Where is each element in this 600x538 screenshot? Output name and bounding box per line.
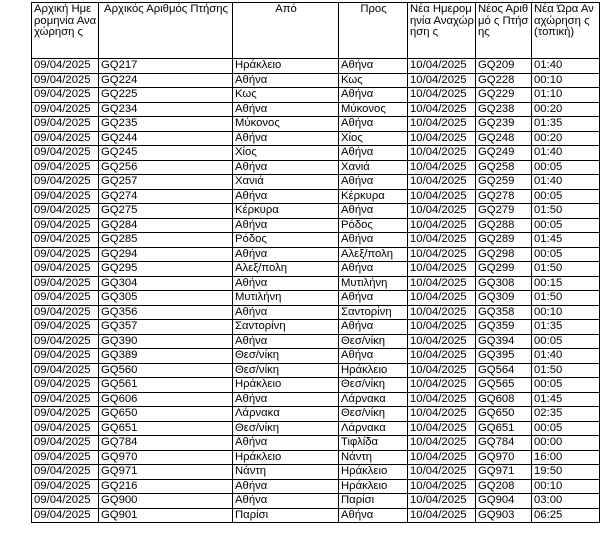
table-row: [32, 204, 600, 219]
original-flight-cell: GQ650: [99, 407, 233, 422]
new-time-cell: 01:45: [532, 392, 600, 407]
new-date-cell: 10/04/2025: [408, 131, 476, 146]
new-flight-cell: GQ970: [476, 450, 532, 465]
new-time-cell: 00:20: [532, 131, 600, 146]
original-date-cell: 09/04/2025: [32, 479, 99, 494]
new-date-cell: 10/04/2025: [408, 436, 476, 451]
table-row: [32, 73, 600, 88]
original-flight-cell: GQ257: [99, 175, 233, 190]
new-date-cell: 10/04/2025: [408, 334, 476, 349]
original-flight-cell: GQ244: [99, 131, 233, 146]
table-row: [32, 218, 600, 233]
to-cell: Αθήνα: [339, 146, 408, 161]
header-new-flight-number: Νέος Αριθμό ς Πτήσης: [476, 3, 532, 59]
original-flight-cell: GQ235: [99, 117, 233, 132]
new-date-cell: 10/04/2025: [408, 291, 476, 306]
new-flight-cell: GQ238: [476, 102, 532, 117]
from-cell: Χανιά: [233, 175, 339, 190]
new-time-cell: 00:05: [532, 334, 600, 349]
new-time-cell: 01:40: [532, 146, 600, 161]
to-cell: Αθήνα: [339, 508, 408, 523]
new-time-cell: 03:00: [532, 494, 600, 509]
original-flight-cell: GQ971: [99, 465, 233, 480]
new-date-cell: 10/04/2025: [408, 407, 476, 422]
new-flight-cell: GQ298: [476, 247, 532, 262]
original-date-cell: 09/04/2025: [32, 59, 99, 74]
table-row: [32, 276, 600, 291]
new-flight-cell: GQ239: [476, 117, 532, 132]
to-cell: Ρόδος: [339, 218, 408, 233]
original-flight-cell: GQ217: [99, 59, 233, 74]
table-row: [32, 88, 600, 103]
header-from: Από: [233, 3, 339, 59]
original-flight-cell: GQ651: [99, 421, 233, 436]
original-date-cell: 09/04/2025: [32, 421, 99, 436]
to-cell: Αθήνα: [339, 233, 408, 248]
original-date-cell: 09/04/2025: [32, 305, 99, 320]
original-flight-cell: GQ561: [99, 378, 233, 393]
new-flight-cell: GQ650: [476, 407, 532, 422]
new-time-cell: 00:20: [532, 102, 600, 117]
table-row: [32, 436, 600, 451]
table-row: [32, 262, 600, 277]
from-cell: Αθήνα: [233, 436, 339, 451]
new-date-cell: 10/04/2025: [408, 392, 476, 407]
to-cell: Λάρνακα: [339, 421, 408, 436]
to-cell: Τιφλίδα: [339, 436, 408, 451]
new-time-cell: 01:40: [532, 175, 600, 190]
original-flight-cell: GQ284: [99, 218, 233, 233]
new-time-cell: 19:50: [532, 465, 600, 480]
new-date-cell: 10/04/2025: [408, 305, 476, 320]
original-date-cell: 09/04/2025: [32, 73, 99, 88]
from-cell: Μύκονος: [233, 117, 339, 132]
table-row: [32, 117, 600, 132]
from-cell: Χίος: [233, 146, 339, 161]
from-cell: Παρίσι: [233, 508, 339, 523]
from-cell: Αθήνα: [233, 479, 339, 494]
header-original-date: Αρχική Ημερομηνία Αναχώρηση ς: [32, 3, 99, 59]
to-cell: Ηράκλειο: [339, 465, 408, 480]
new-flight-cell: GQ651: [476, 421, 532, 436]
from-cell: Αθήνα: [233, 392, 339, 407]
new-date-cell: 10/04/2025: [408, 102, 476, 117]
new-date-cell: 10/04/2025: [408, 189, 476, 204]
original-flight-cell: GQ901: [99, 508, 233, 523]
new-date-cell: 10/04/2025: [408, 450, 476, 465]
original-date-cell: 09/04/2025: [32, 291, 99, 306]
original-date-cell: 09/04/2025: [32, 378, 99, 393]
to-cell: Αθήνα: [339, 320, 408, 335]
new-time-cell: 00:10: [532, 73, 600, 88]
original-date-cell: 09/04/2025: [32, 276, 99, 291]
table-row: [32, 247, 600, 262]
from-cell: Αθήνα: [233, 160, 339, 175]
table-row: [32, 189, 600, 204]
new-flight-cell: GQ309: [476, 291, 532, 306]
from-cell: Αθήνα: [233, 218, 339, 233]
from-cell: Αθήνα: [233, 494, 339, 509]
new-flight-cell: GQ394: [476, 334, 532, 349]
new-date-cell: 10/04/2025: [408, 465, 476, 480]
original-flight-cell: GQ295: [99, 262, 233, 277]
new-flight-cell: GQ359: [476, 320, 532, 335]
original-flight-cell: GQ970: [99, 450, 233, 465]
original-flight-cell: GQ256: [99, 160, 233, 175]
original-date-cell: 09/04/2025: [32, 508, 99, 523]
new-flight-cell: GQ228: [476, 73, 532, 88]
original-flight-cell: GQ357: [99, 320, 233, 335]
new-time-cell: 01:50: [532, 363, 600, 378]
from-cell: Αθήνα: [233, 247, 339, 262]
original-flight-cell: GQ304: [99, 276, 233, 291]
new-flight-cell: GQ229: [476, 88, 532, 103]
from-cell: Αθήνα: [233, 189, 339, 204]
original-date-cell: 09/04/2025: [32, 233, 99, 248]
table-row: [32, 131, 600, 146]
table-row: [32, 465, 600, 480]
original-date-cell: 09/04/2025: [32, 262, 99, 277]
table-row: [32, 407, 600, 422]
new-time-cell: 00:10: [532, 479, 600, 494]
new-time-cell: 01:40: [532, 349, 600, 364]
original-date-cell: 09/04/2025: [32, 436, 99, 451]
new-flight-cell: GQ258: [476, 160, 532, 175]
original-flight-cell: GQ245: [99, 146, 233, 161]
new-flight-cell: GQ288: [476, 218, 532, 233]
new-date-cell: 10/04/2025: [408, 160, 476, 175]
to-cell: Αθήνα: [339, 88, 408, 103]
from-cell: Ηράκλειο: [233, 378, 339, 393]
from-cell: Αθήνα: [233, 276, 339, 291]
original-flight-cell: GQ784: [99, 436, 233, 451]
new-time-cell: 01:40: [532, 59, 600, 74]
new-date-cell: 10/04/2025: [408, 204, 476, 219]
table-row: [32, 59, 600, 74]
from-cell: Θεσ/νίκη: [233, 421, 339, 436]
original-date-cell: 09/04/2025: [32, 334, 99, 349]
original-date-cell: 09/04/2025: [32, 407, 99, 422]
to-cell: Αλεξ/πολη: [339, 247, 408, 262]
original-date-cell: 09/04/2025: [32, 131, 99, 146]
table-row: [32, 378, 600, 393]
new-date-cell: 10/04/2025: [408, 320, 476, 335]
new-flight-cell: GQ903: [476, 508, 532, 523]
original-flight-cell: GQ275: [99, 204, 233, 219]
original-date-cell: 09/04/2025: [32, 160, 99, 175]
new-flight-cell: GQ209: [476, 59, 532, 74]
to-cell: Αθήνα: [339, 59, 408, 74]
to-cell: Σαντορίνη: [339, 305, 408, 320]
table-row: [32, 305, 600, 320]
new-date-cell: 10/04/2025: [408, 233, 476, 248]
to-cell: Χίος: [339, 131, 408, 146]
header-original-flight-number: Αρχικός Αριθμός Πτήσης: [99, 3, 233, 59]
new-time-cell: 00:05: [532, 189, 600, 204]
to-cell: Θεσ/νίκη: [339, 378, 408, 393]
new-flight-cell: GQ308: [476, 276, 532, 291]
from-cell: Θεσ/νίκη: [233, 363, 339, 378]
new-time-cell: 00:05: [532, 218, 600, 233]
new-time-cell: 02:35: [532, 407, 600, 422]
from-cell: Σαντορίνη: [233, 320, 339, 335]
new-time-cell: 06:25: [532, 508, 600, 523]
new-time-cell: 01:35: [532, 117, 600, 132]
new-date-cell: 10/04/2025: [408, 59, 476, 74]
original-flight-cell: GQ285: [99, 233, 233, 248]
original-date-cell: 09/04/2025: [32, 349, 99, 364]
table-row: [32, 102, 600, 117]
to-cell: Παρίσι: [339, 494, 408, 509]
to-cell: Ηράκλειο: [339, 363, 408, 378]
flight-changes-table: [31, 2, 600, 523]
table-row: [32, 233, 600, 248]
original-date-cell: 09/04/2025: [32, 146, 99, 161]
original-date-cell: 09/04/2025: [32, 204, 99, 219]
to-cell: Ηράκλειο: [339, 479, 408, 494]
new-time-cell: 01:45: [532, 233, 600, 248]
new-date-cell: 10/04/2025: [408, 421, 476, 436]
new-flight-cell: GQ784: [476, 436, 532, 451]
new-time-cell: 00:05: [532, 421, 600, 436]
new-flight-cell: GQ395: [476, 349, 532, 364]
new-time-cell: 00:00: [532, 436, 600, 451]
new-flight-cell: GQ299: [476, 262, 532, 277]
new-time-cell: 01:50: [532, 262, 600, 277]
original-date-cell: 09/04/2025: [32, 450, 99, 465]
table-row: [32, 421, 600, 436]
to-cell: Αθήνα: [339, 117, 408, 132]
new-time-cell: 16:00: [532, 450, 600, 465]
original-date-cell: 09/04/2025: [32, 320, 99, 335]
original-flight-cell: GQ216: [99, 479, 233, 494]
table-row: [32, 508, 600, 523]
table-row: [32, 450, 600, 465]
new-date-cell: 10/04/2025: [408, 508, 476, 523]
from-cell: Αθήνα: [233, 334, 339, 349]
from-cell: Αθήνα: [233, 131, 339, 146]
from-cell: Ηράκλειο: [233, 59, 339, 74]
to-cell: Κως: [339, 73, 408, 88]
new-flight-cell: GQ608: [476, 392, 532, 407]
to-cell: Μυτιλήνη: [339, 276, 408, 291]
from-cell: Θεσ/νίκη: [233, 349, 339, 364]
from-cell: Αλεξ/πολη: [233, 262, 339, 277]
to-cell: Νάντη: [339, 450, 408, 465]
to-cell: Αθήνα: [339, 262, 408, 277]
from-cell: Νάντη: [233, 465, 339, 480]
new-date-cell: 10/04/2025: [408, 349, 476, 364]
new-time-cell: 00:15: [532, 276, 600, 291]
new-flight-cell: GQ565: [476, 378, 532, 393]
original-date-cell: 09/04/2025: [32, 494, 99, 509]
table-row: [32, 392, 600, 407]
to-cell: Κέρκυρα: [339, 189, 408, 204]
new-date-cell: 10/04/2025: [408, 479, 476, 494]
table-row: [32, 146, 600, 161]
new-flight-cell: GQ279: [476, 204, 532, 219]
table-row: [32, 349, 600, 364]
new-date-cell: 10/04/2025: [408, 247, 476, 262]
to-cell: Αθήνα: [339, 291, 408, 306]
table-row: [32, 320, 600, 335]
original-flight-cell: GQ389: [99, 349, 233, 364]
to-cell: Λάρνακα: [339, 392, 408, 407]
new-time-cell: 01:35: [532, 320, 600, 335]
table-header-row: [32, 3, 600, 59]
from-cell: Ρόδος: [233, 233, 339, 248]
new-date-cell: 10/04/2025: [408, 378, 476, 393]
new-time-cell: 01:50: [532, 204, 600, 219]
new-time-cell: 01:10: [532, 88, 600, 103]
original-flight-cell: GQ900: [99, 494, 233, 509]
original-flight-cell: GQ606: [99, 392, 233, 407]
from-cell: Λάρνακα: [233, 407, 339, 422]
table-body: [32, 59, 600, 523]
header-to: Προς: [339, 3, 408, 59]
new-flight-cell: GQ904: [476, 494, 532, 509]
new-flight-cell: GQ971: [476, 465, 532, 480]
original-date-cell: 09/04/2025: [32, 102, 99, 117]
original-flight-cell: GQ224: [99, 73, 233, 88]
new-time-cell: 00:05: [532, 160, 600, 175]
original-date-cell: 09/04/2025: [32, 465, 99, 480]
original-date-cell: 09/04/2025: [32, 218, 99, 233]
from-cell: Αθήνα: [233, 73, 339, 88]
new-date-cell: 10/04/2025: [408, 494, 476, 509]
original-flight-cell: GQ305: [99, 291, 233, 306]
to-cell: Αθήνα: [339, 349, 408, 364]
from-cell: Κέρκυρα: [233, 204, 339, 219]
original-date-cell: 09/04/2025: [32, 247, 99, 262]
table-row: [32, 291, 600, 306]
new-flight-cell: GQ289: [476, 233, 532, 248]
from-cell: Κως: [233, 88, 339, 103]
original-date-cell: 09/04/2025: [32, 175, 99, 190]
table-row: [32, 479, 600, 494]
new-date-cell: 10/04/2025: [408, 117, 476, 132]
original-date-cell: 09/04/2025: [32, 189, 99, 204]
new-time-cell: 00:10: [532, 305, 600, 320]
new-flight-cell: GQ208: [476, 479, 532, 494]
new-date-cell: 10/04/2025: [408, 73, 476, 88]
new-flight-cell: GQ358: [476, 305, 532, 320]
to-cell: Αθήνα: [339, 204, 408, 219]
table-row: [32, 175, 600, 190]
from-cell: Αθήνα: [233, 102, 339, 117]
new-flight-cell: GQ248: [476, 131, 532, 146]
original-flight-cell: GQ274: [99, 189, 233, 204]
flight-schedule-document: [31, 2, 600, 523]
original-flight-cell: GQ225: [99, 88, 233, 103]
original-flight-cell: GQ294: [99, 247, 233, 262]
from-cell: Μυτιλήνη: [233, 291, 339, 306]
new-date-cell: 10/04/2025: [408, 175, 476, 190]
new-flight-cell: GQ249: [476, 146, 532, 161]
original-date-cell: 09/04/2025: [32, 363, 99, 378]
new-time-cell: 01:50: [532, 291, 600, 306]
from-cell: Ηράκλειο: [233, 450, 339, 465]
new-flight-cell: GQ564: [476, 363, 532, 378]
new-time-cell: 00:05: [532, 247, 600, 262]
table-row: [32, 363, 600, 378]
new-date-cell: 10/04/2025: [408, 363, 476, 378]
original-date-cell: 09/04/2025: [32, 88, 99, 103]
new-date-cell: 10/04/2025: [408, 276, 476, 291]
to-cell: Μύκονος: [339, 102, 408, 117]
new-date-cell: 10/04/2025: [408, 88, 476, 103]
table-row: [32, 494, 600, 509]
original-flight-cell: GQ356: [99, 305, 233, 320]
to-cell: Αθήνα: [339, 175, 408, 190]
new-time-cell: 00:05: [532, 378, 600, 393]
original-date-cell: 09/04/2025: [32, 392, 99, 407]
original-date-cell: 09/04/2025: [32, 117, 99, 132]
original-flight-cell: GQ560: [99, 363, 233, 378]
header-new-date: Νέα Ημερομηνία Αναχώρηση ς: [408, 3, 476, 59]
table-row: [32, 160, 600, 175]
new-flight-cell: GQ278: [476, 189, 532, 204]
new-date-cell: 10/04/2025: [408, 218, 476, 233]
new-date-cell: 10/04/2025: [408, 146, 476, 161]
new-flight-cell: GQ259: [476, 175, 532, 190]
to-cell: Θεσ/νίκη: [339, 407, 408, 422]
table-row: [32, 334, 600, 349]
to-cell: Χανιά: [339, 160, 408, 175]
to-cell: Θεσ/νίκη: [339, 334, 408, 349]
header-new-departure-time: Νέα Ώρα Αναχώρηση ς (τοπική): [532, 3, 600, 59]
original-flight-cell: GQ234: [99, 102, 233, 117]
from-cell: Αθήνα: [233, 305, 339, 320]
original-flight-cell: GQ390: [99, 334, 233, 349]
new-date-cell: 10/04/2025: [408, 262, 476, 277]
